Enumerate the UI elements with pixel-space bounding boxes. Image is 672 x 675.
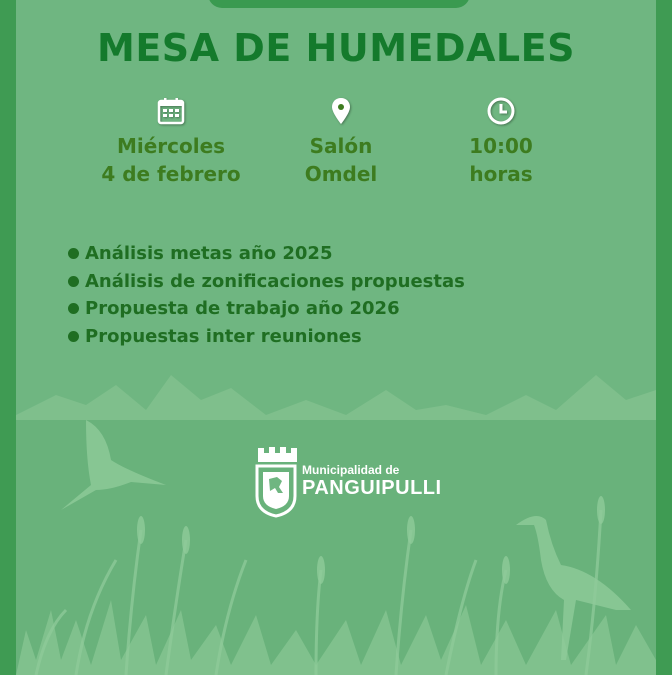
date-info <box>96 96 246 188</box>
clock-icon <box>486 96 516 126</box>
agenda-item: Propuestas inter reuniones <box>68 323 465 351</box>
location-line1: Salón <box>309 134 373 158</box>
logo-line1: Municipalidad de <box>302 462 400 477</box>
poster-title: MESA DE HUMEDALES <box>97 26 575 70</box>
agenda-item: Propuesta de trabajo año 2026 <box>68 295 465 323</box>
time-value: 10:00 <box>469 134 533 158</box>
time-unit: horas <box>469 162 533 186</box>
date-day: Miércoles <box>116 134 226 158</box>
event-poster <box>16 0 656 675</box>
logo-line2: PANGUIPULLI <box>302 476 442 499</box>
bullet-icon <box>68 276 79 287</box>
coat-of-arms-icon <box>254 444 298 518</box>
bullet-icon <box>68 248 79 259</box>
municipality-logo <box>254 444 442 518</box>
date-value: 4 de febrero <box>101 162 241 186</box>
agenda-item: Análisis de zonificaciones propuestas <box>68 268 465 296</box>
bullet-icon <box>68 331 79 342</box>
agenda-item: Análisis metas año 2025 <box>68 240 465 268</box>
time-info <box>436 96 566 188</box>
location-info <box>276 96 406 188</box>
agenda-list <box>68 240 465 350</box>
bullet-icon <box>68 303 79 314</box>
calendar-icon <box>156 96 186 126</box>
location-line2: Omdel <box>304 162 378 186</box>
top-banner-tab <box>208 0 470 8</box>
location-pin-icon <box>326 96 356 126</box>
